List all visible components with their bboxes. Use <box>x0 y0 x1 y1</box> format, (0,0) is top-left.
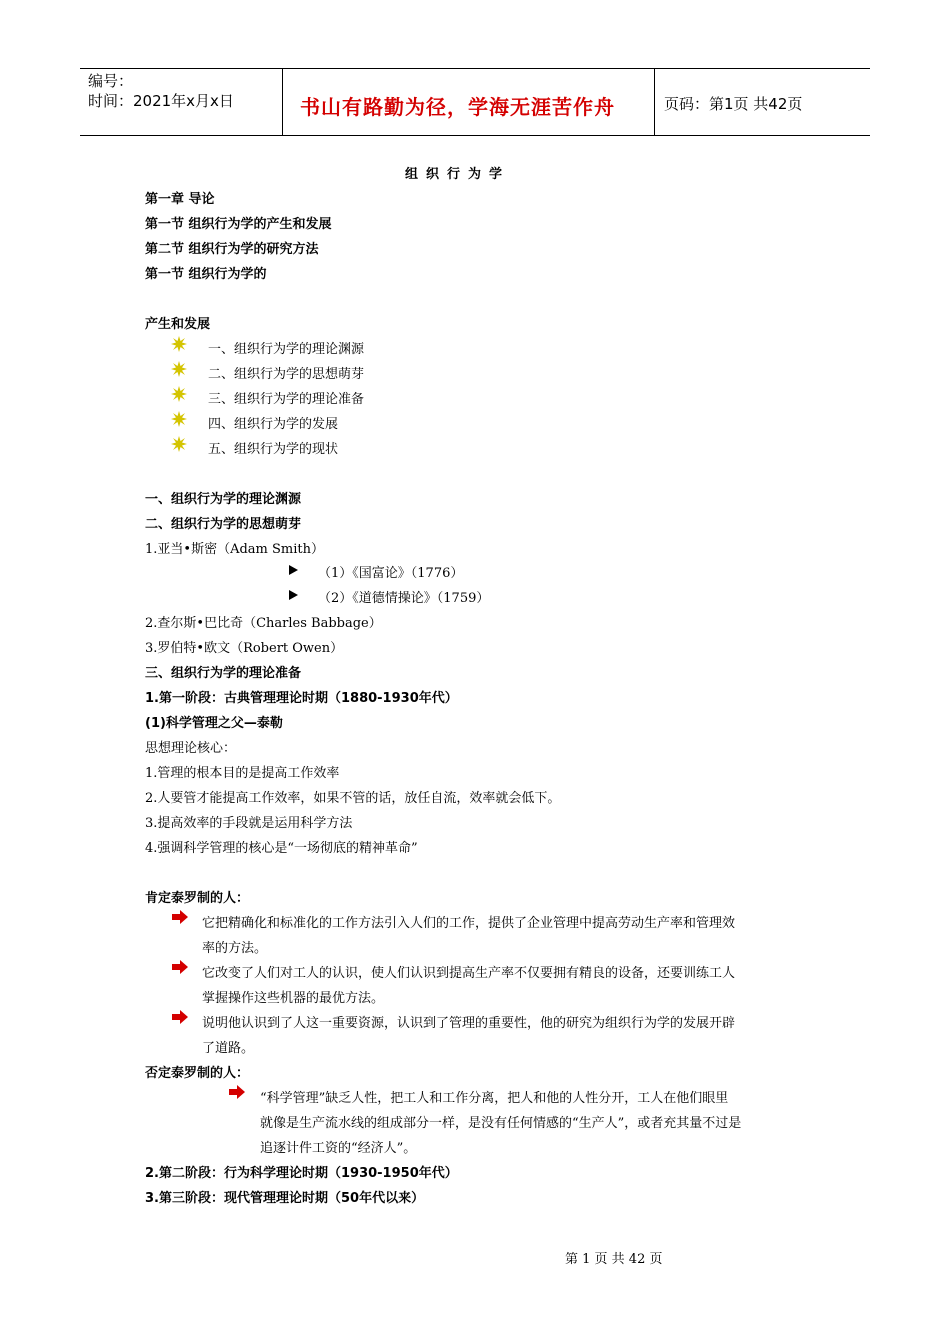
pro-point-line: 了道路。 <box>202 1041 255 1056</box>
heading-3: 三、组织行为学的理论准备 <box>145 666 302 681</box>
star-bullet-icon <box>171 336 187 352</box>
red-arrow-icon <box>229 1085 245 1099</box>
stage-3: 3.第三阶段：现代管理理论时期（50年代以来） <box>145 1191 425 1206</box>
header-motto: 书山有路勤为径，学海无涯苦作舟 <box>300 95 615 119</box>
stage-1: 1.第一阶段：古典管理理论时期（1880-1930年代） <box>145 691 458 706</box>
bullet-item: 四、组织行为学的发展 <box>208 417 339 432</box>
toc-item: 第二节 组织行为学的研究方法 <box>145 242 319 257</box>
core-label: 思想理论核心： <box>145 741 237 756</box>
chapter-heading: 第一章 导论 <box>145 192 215 207</box>
star-bullet-icon <box>171 386 187 402</box>
red-arrow-icon <box>172 1010 188 1024</box>
header-time-label: 时间：2021年x月x日 <box>88 92 234 110</box>
pro-point-line: 掌握操作这些机器的最优方法。 <box>202 991 385 1006</box>
star-bullet-icon <box>171 436 187 452</box>
header-divider-right <box>654 68 655 135</box>
pro-point-line: 说明他认识到了人这一重要资源，认识到了管理的重要性，他的研究为组织行为学的发展开辟 <box>202 1016 736 1031</box>
babbage-line: 2.查尔斯•巴比奇（Charles Babbage） <box>145 616 382 631</box>
pro-point-line: 率的方法。 <box>202 941 268 956</box>
heading-1: 一、组织行为学的理论渊源 <box>145 492 302 507</box>
pro-label: 肯定泰罗制的人： <box>145 891 250 906</box>
pro-point-line: 它改变了人们对工人的认识，使人们认识到提高生产率不仅要拥有精良的设备，还要训练工人 <box>202 966 736 981</box>
triangle-bullet-icon <box>289 590 298 600</box>
con-line: “科学管理”缺乏人性，把工人和工作分离，把人和他的人性分开，工人在他们眼里 <box>260 1091 729 1106</box>
header-divider-left <box>282 68 283 135</box>
bullet-item: 五、组织行为学的现状 <box>208 442 339 457</box>
core-point: 2.人要管才能提高工作效率，如果不管的话，放任自流，效率就会低下。 <box>145 791 561 806</box>
core-point: 4.强调科学管理的核心是“一场彻底的精神革命” <box>145 841 418 856</box>
red-arrow-icon <box>172 910 188 924</box>
toc-item: 第一节 组织行为学的产生和发展 <box>145 217 332 232</box>
bullet-item: 三、组织行为学的理论准备 <box>208 392 365 407</box>
page-footer: 第 1 页 共 42 页 <box>565 1252 663 1267</box>
taylor-heading: (1)科学管理之父—泰勒 <box>145 716 283 731</box>
smith-line: 1.亚当•斯密（Adam Smith） <box>145 542 324 557</box>
core-point: 3.提高效率的手段就是运用科学方法 <box>145 816 353 831</box>
header-page-info: 页码：第1页 共42页 <box>664 95 803 113</box>
triangle-bullet-icon <box>289 565 298 575</box>
heading-2: 二、组织行为学的思想萌芽 <box>145 517 302 532</box>
smith-work: （2）《道德情操论》（1759） <box>318 591 490 606</box>
stage-2: 2.第二阶段：行为科学理论时期（1930-1950年代） <box>145 1166 458 1181</box>
con-line: 追逐计件工资的“经济人”。 <box>260 1141 417 1156</box>
header-top-rule <box>80 68 870 69</box>
smith-work: （1）《国富论》（1776） <box>318 566 464 581</box>
star-bullet-icon <box>171 411 187 427</box>
header-bottom-rule <box>80 135 870 136</box>
bullet-item: 二、组织行为学的思想萌芽 <box>208 367 365 382</box>
red-arrow-icon <box>172 960 188 974</box>
con-label: 否定泰罗制的人： <box>145 1066 250 1081</box>
star-bullet-icon <box>171 361 187 377</box>
header-number-label: 编号： <box>88 72 134 90</box>
core-point: 1.管理的根本目的是提高工作效率 <box>145 766 340 781</box>
document-title: 组织行为学 <box>405 167 511 182</box>
bullet-item: 一、组织行为学的理论渊源 <box>208 342 365 357</box>
con-line: 就像是生产流水线的组成部分一样，是没有任何情感的“生产人”，或者充其量不过是 <box>260 1116 742 1131</box>
pro-point-line: 它把精确化和标准化的工作方法引入人们的工作，提供了企业管理中提高劳动生产率和管理效 <box>202 916 736 931</box>
section-heading: 产生和发展 <box>145 317 211 332</box>
owen-line: 3.罗伯特•欧文（Robert Owen） <box>145 641 344 656</box>
toc-item: 第一节 组织行为学的 <box>145 267 267 282</box>
